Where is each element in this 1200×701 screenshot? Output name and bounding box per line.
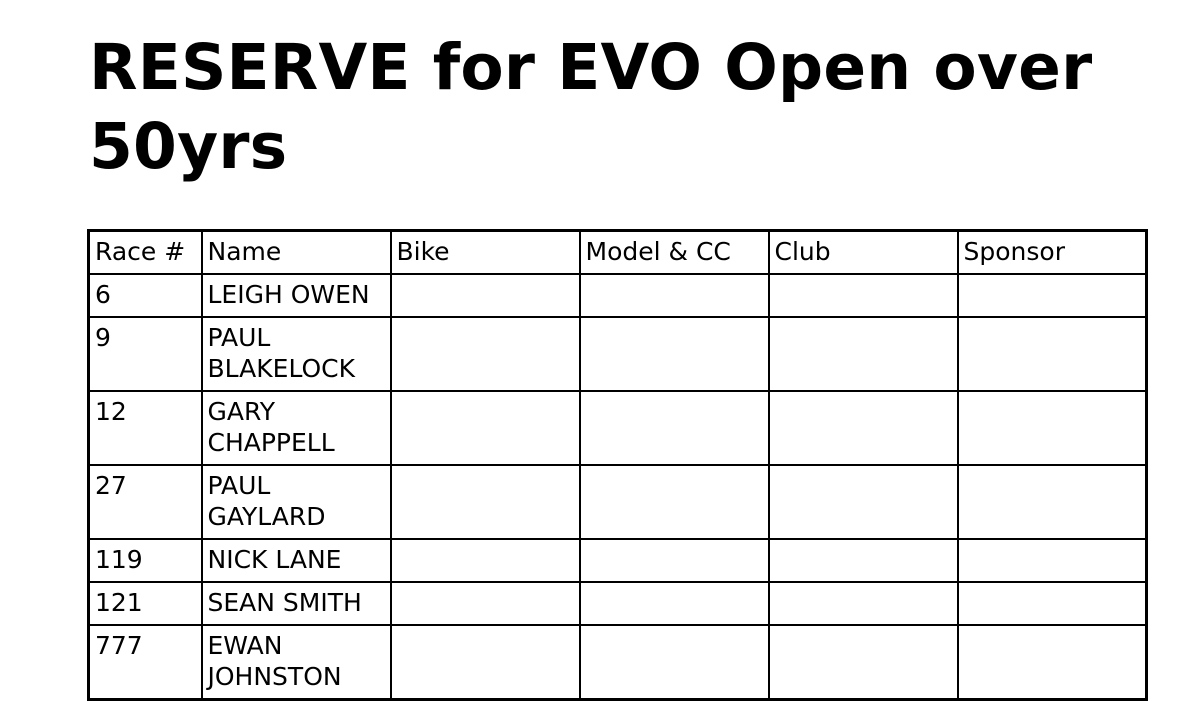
race-number-cell: 27 bbox=[89, 465, 202, 539]
sponsor-cell bbox=[958, 274, 1147, 317]
table-row bbox=[89, 625, 1147, 700]
club-cell bbox=[769, 274, 958, 317]
bike-cell bbox=[391, 582, 580, 625]
race-number-cell: 121 bbox=[89, 582, 202, 625]
rider-name-cell: LEIGH OWEN bbox=[202, 274, 391, 317]
sponsor-cell bbox=[958, 465, 1147, 539]
club-cell bbox=[769, 582, 958, 625]
rider-name-cell: EWAN JOHNSTON bbox=[202, 625, 391, 700]
rider-name-cell: SEAN SMITH bbox=[202, 582, 391, 625]
table-row bbox=[89, 539, 1147, 582]
table-header-row bbox=[89, 231, 1147, 275]
bike-cell bbox=[391, 317, 580, 391]
column-header-race-number: Race # bbox=[89, 231, 202, 275]
bike-cell bbox=[391, 274, 580, 317]
table-row bbox=[89, 391, 1147, 465]
club-cell bbox=[769, 539, 958, 582]
bike-cell bbox=[391, 625, 580, 700]
table-row bbox=[89, 465, 1147, 539]
club-cell bbox=[769, 317, 958, 391]
column-header-sponsor: Sponsor bbox=[958, 231, 1147, 275]
race-number-cell: 777 bbox=[89, 625, 202, 700]
sponsor-cell bbox=[958, 539, 1147, 582]
bike-cell bbox=[391, 465, 580, 539]
column-header-model-cc: Model & CC bbox=[580, 231, 769, 275]
rider-name-cell: GARY CHAPPELL bbox=[202, 391, 391, 465]
column-header-name: Name bbox=[202, 231, 391, 275]
model-cc-cell bbox=[580, 465, 769, 539]
race-number-cell: 6 bbox=[89, 274, 202, 317]
rider-name-cell: NICK LANE bbox=[202, 539, 391, 582]
sponsor-cell bbox=[958, 317, 1147, 391]
race-number-cell: 12 bbox=[89, 391, 202, 465]
model-cc-cell bbox=[580, 539, 769, 582]
bike-cell bbox=[391, 539, 580, 582]
sponsor-cell bbox=[958, 625, 1147, 700]
table-row bbox=[89, 582, 1147, 625]
sponsor-cell bbox=[958, 391, 1147, 465]
page-title: RESERVE for EVO Open over 50yrs bbox=[89, 31, 1093, 183]
column-header-club: Club bbox=[769, 231, 958, 275]
race-number-cell: 119 bbox=[89, 539, 202, 582]
club-cell bbox=[769, 625, 958, 700]
bike-cell bbox=[391, 391, 580, 465]
rider-name-cell: PAUL GAYLARD bbox=[202, 465, 391, 539]
model-cc-cell bbox=[580, 317, 769, 391]
club-cell bbox=[769, 391, 958, 465]
sponsor-cell bbox=[958, 582, 1147, 625]
table-row bbox=[89, 317, 1147, 391]
table-row bbox=[89, 274, 1147, 317]
model-cc-cell bbox=[580, 625, 769, 700]
club-cell bbox=[769, 465, 958, 539]
model-cc-cell bbox=[580, 391, 769, 465]
model-cc-cell bbox=[580, 274, 769, 317]
reserve-entries-table bbox=[87, 229, 1148, 701]
race-number-cell: 9 bbox=[89, 317, 202, 391]
model-cc-cell bbox=[580, 582, 769, 625]
rider-name-cell: PAUL BLAKELOCK bbox=[202, 317, 391, 391]
column-header-bike: Bike bbox=[391, 231, 580, 275]
